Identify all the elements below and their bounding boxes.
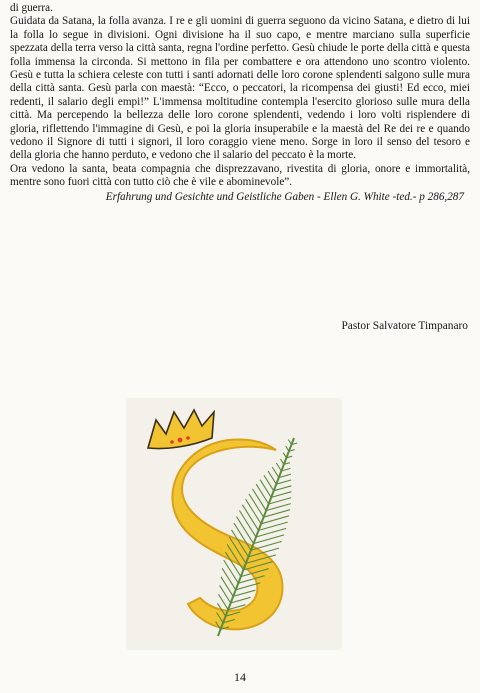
source-citation: Erfahrung und Gesichte und Geistliche Gaben - Ellen G. White -ted.- p 286,287: [105, 190, 464, 203]
document-body: [10, 2, 470, 204]
palm-leaf: [268, 471, 276, 484]
palm-leaf: [249, 494, 264, 517]
palm-leaf: [281, 459, 284, 464]
palm-leaf: [288, 440, 291, 445]
palm-leaf: [253, 489, 267, 511]
palm-leaf: [221, 577, 233, 597]
palm-leaf: [266, 504, 291, 511]
palm-leaf: [242, 505, 258, 531]
palm-leaf: [233, 590, 255, 596]
author-signature: Pastor Salvatore Timpanaro: [341, 320, 468, 332]
palm-leaf: [220, 585, 231, 603]
palm-leaf: [222, 568, 236, 590]
palm-leaf: [246, 499, 262, 524]
palm-leaf: [264, 510, 291, 518]
paragraph-main: Guidata da Satana, la folla avanza. I re e gli uomini di guerra seguono da vicino Satana, e dietro di lui la folla lo segue in divisioni. Ogni divisione ha il suo capo, e mentre marciano sulla superficie spezzata della terra verso la città santa, regna l'ordine perfetto. Gesù chiude le porte della città e questa folla immensa la circonda. Si mettono in fila per combattere e ora attendono uno scontro violento. Gesù e tutta la schiera celeste con tutti i santi adornati delle loro corone splendenti salgono sulle mura della città santa. Gesù parla con maestà: “Ecco, o peccatori, la ricompensa dei giusti! Ed ecco, miei redenti, il salario degli empi!” L'immensa moltitudine contempla l'esercito glorioso sulle mura della città. Ma percependo la bellezza delle loro corone splendenti, vedendo i loro volti risplendere di gloria, riflettendo l'immagine di Gesù, e poi la gloria insuperabile e la maestà del Re dei re e quando vedono il Signore di tutti i signori, il loro coraggio viene meno. Sorge in loro il senso del tesoro e della gloria che hanno perduto, e vedono che il salario del peccato è la morte.: [10, 15, 470, 162]
palm-leaf: [286, 446, 289, 451]
crown-shape: [148, 410, 214, 449]
palm-leaf: [271, 492, 291, 498]
palm-leaf: [239, 511, 256, 538]
palm-leaf: [256, 484, 269, 504]
paragraph-intro: di guerra.: [10, 2, 53, 14]
emblem-image: [126, 398, 342, 650]
palm-leaf: [260, 480, 271, 498]
crown-s-palm-emblem-icon: [126, 398, 342, 650]
palm-leaf: [283, 453, 286, 458]
crown-gem: [186, 436, 190, 440]
palm-leaf: [276, 463, 281, 471]
palm-leaf: [269, 498, 292, 504]
palm-leaf: [272, 467, 279, 478]
paragraph-closing: Ora vedono la santa, beata compagnia che disprezzavano, rivestita di gloria, onore e immortalità, mentre sono fuori città con tutto ciò che è vile e abominevole”.: [10, 162, 470, 189]
page-number: 14: [234, 670, 246, 684]
crown-gem: [170, 440, 174, 444]
crown-gem: [178, 438, 183, 443]
palm-leaf: [231, 597, 251, 603]
